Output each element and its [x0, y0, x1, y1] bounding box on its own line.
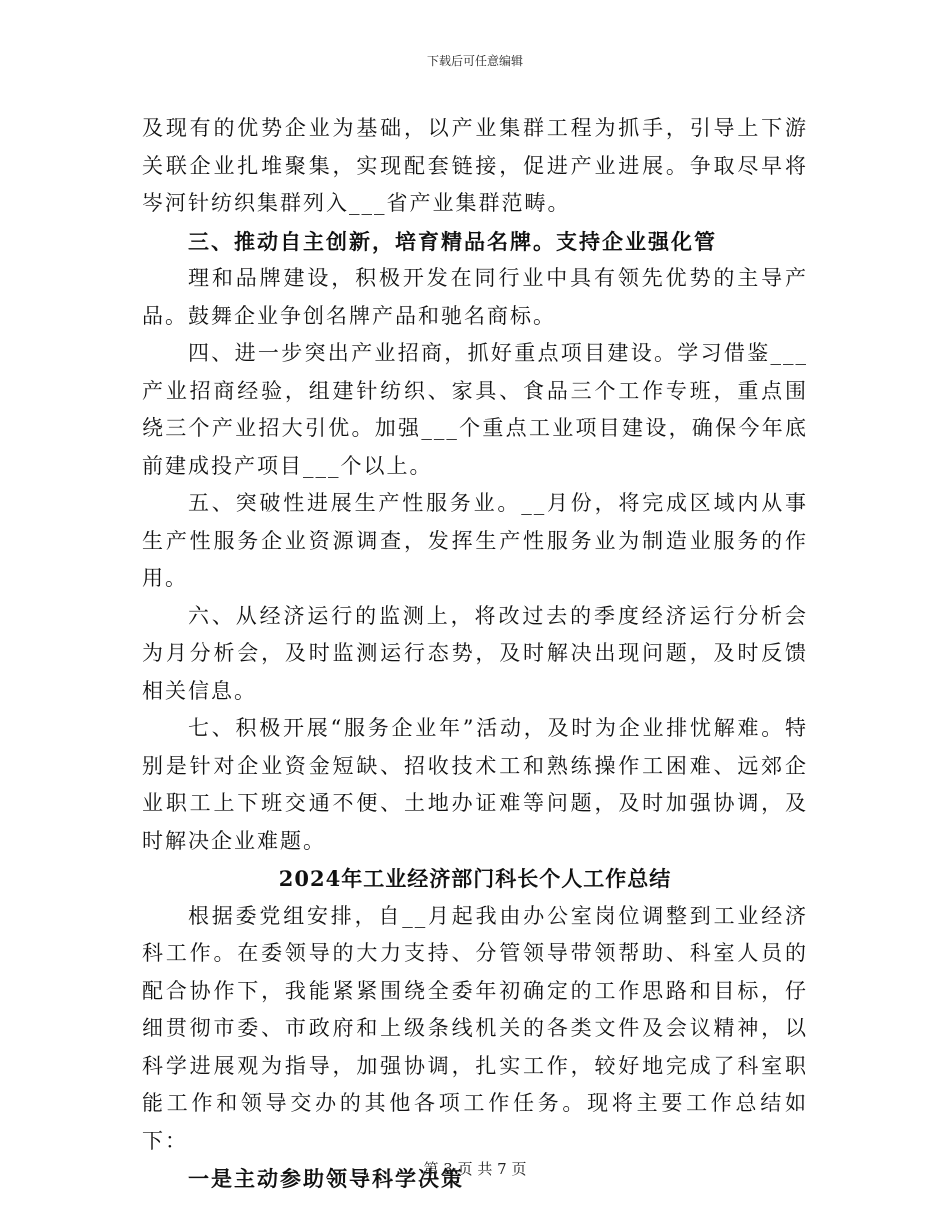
- section-heading-3: 三、推动自主创新，培育精品名牌。支持企业强化管: [188, 228, 717, 254]
- paragraph-brand: 理和品牌建设，积极开发在同行业中具有领先优势的主导产品。鼓舞企业争创名牌产品和驰名商标。: [142, 266, 808, 328]
- paragraph-item-5: 五、突破性进展生产性服务业。__月份，将完成区域内从事生产性服务企业资源调查，发挥生产性服务业为制造业服务的作用。: [142, 491, 808, 590]
- document-title: 2024年工业经济部门科长个人工作总结: [278, 866, 672, 891]
- paragraph-item-6: 六、从经济运行的监测上，将改过去的季度经济运行分析会为月分析会，及时监测运行态势，及时解决出现问题，及时反馈相关信息。: [142, 603, 808, 703]
- paragraph-item-7: 七、积极开展“服务企业年”活动，及时为企业排忧解难。特别是针对企业资金短缺、招收技术工和熟练操作工困难、远郊企业职工上下班交通不便、土地办证难等问题，及时加强协调，及时解决企业难题。: [142, 716, 808, 853]
- section-heading-1: 一是主动参助领导科学决策: [188, 1166, 464, 1191]
- document-body: [142, 110, 808, 1198]
- page-footer: 第 3 页 共 7 页: [423, 1160, 527, 1178]
- page-header: 下载后可任意编辑: [426, 54, 523, 68]
- paragraph-continuation: 及现有的优势企业为基础，以产业集群工程为抓手，引导上下游关联企业扎堆聚集，实现配套链接，促进产业进展。争取尽早将岑河针纺织集群列入___省产业集群范畴。: [142, 116, 808, 215]
- paragraph-item-4: 四、进一步突出产业招商，抓好重点项目建设。学习借鉴___产业招商经验，组建针纺织、家具、食品三个工作专班，重点围绕三个产业招大引优。加强___个重点工业项目建设，确保今年底前建成投产项目___个以上。: [142, 341, 808, 478]
- paragraph-intro: 根据委党组安排，自__月起我由办公室岗位调整到工业经济科工作。在委领导的大力支持、分管领导带领帮助、科室人员的配合协作下，我能紧紧围绕全委年初确定的工作思路和目标，仔细贯彻市委、市政府和上级条线机关的各类文件及会议精神，以科学进展观为指导，加强协调，扎实工作，较好地完成了科室职能工作和领导交办的其他各项工作任务。现将主要工作总结如下：: [142, 903, 808, 1153]
